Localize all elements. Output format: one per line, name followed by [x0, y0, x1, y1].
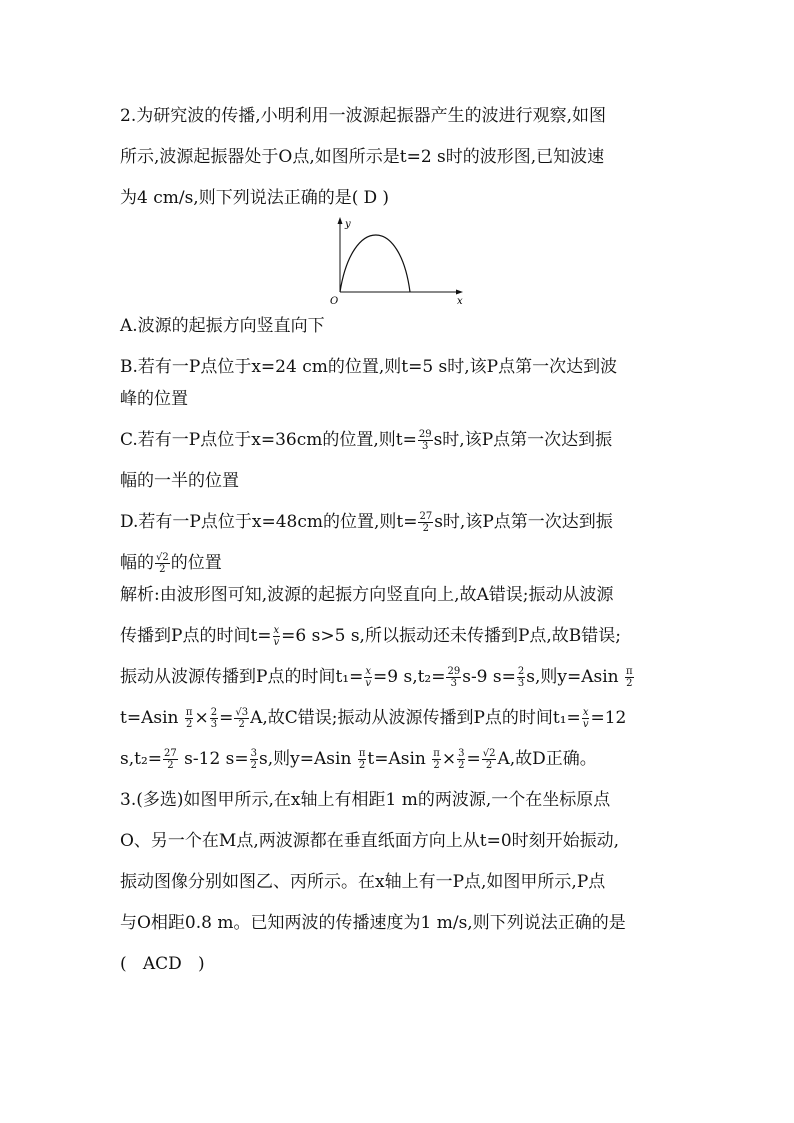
q2-option-c-line-1 [120, 424, 680, 456]
q3-line-4: 与O相距0.8 m。已知两波的传播速度为1 m/s,则下列说法正确的是 [120, 913, 626, 933]
q2-option-d-fraction: $\frac{27}{2}$ [419, 511, 433, 534]
q2-stem-line-2: 所示,波源起振器处于O点,如图所示是t=2 s时的波形图,已知波速 [120, 147, 605, 167]
q2-option-c-text: C.若有一P点位于x=36cm的位置,则t= [120, 430, 417, 450]
page [120, 100, 680, 980]
q2-option-b-line-2: 峰的位置 [120, 389, 188, 409]
solution-line-5: s,t₂= $\frac{27}{2}$ s-12 s= $\frac{3}{2}$ s,则y=Asin $\frac{\pi}{2}$ t=Asin $\frac{\pi}{2}$ × $\frac{3}{2}$ = $\frac{√2}{2}$ A,故D正确。 [120, 748, 597, 771]
q2-stem-line-3 [120, 182, 680, 214]
q2-option-c-text-2: s时,该P点第一次达到振 [433, 430, 613, 450]
q2-close-paren: ) [382, 188, 389, 208]
solution-line-1: 解析:由波形图可知,波源的起振方向竖直向上,故A错误;振动从波源 [120, 585, 614, 605]
solution-line-4: t=Asin $\frac{\pi}{2}$ × $\frac{2}{3}$ = $\frac{√3}{2}$ A,故C错误;振动从波源传播到P点的时间t₁= $\frac{x}{v}$ =12 [120, 707, 627, 730]
x-axis-label: x [457, 296, 463, 306]
q2-option-c-fraction: $\frac{29}{3}$ [418, 429, 432, 452]
q2-option-d-text-2: s时,该P点第一次达到振 [434, 512, 613, 532]
y-axis-arrow [338, 217, 343, 224]
frac-x-v: $\frac{x}{v}$ [273, 625, 280, 648]
q2-option-c-line-2: 幅的一半的位置 [120, 471, 239, 491]
q2-stem-text: 为4 cm/s,则下列说法正确的是( [120, 188, 359, 208]
q2-option-b-line-1: B.若有一P点位于x=24 cm的位置,则t=5 s时,该P点第一次达到波 [120, 357, 618, 377]
solution-line-2: 传播到P点的时间t= $\frac{x}{v}$ =6 s>5 s,所以振动还未传播到P点,故B错误; [120, 625, 622, 648]
q2-stem-line-1: 2.为研究波的传播,小明利用一波源起振器产生的波进行观察,如图 [120, 106, 607, 126]
q2-option-d-text-3: 幅的 [120, 553, 154, 573]
wave-figure [330, 216, 470, 306]
q2-option-d-line-2 [120, 547, 680, 579]
solution-line-3: 振动从波源传播到P点的时间t₁= $\frac{x}{v}$ =9 s,t₂= $\frac{29}{3}$ s-9 s= $\frac{2}{3}$ s,则y=Asin $\frac{\pi}{2}$ [120, 666, 633, 689]
origin-label: O [330, 296, 339, 306]
q3-line-3: 振动图像分别如图乙、丙所示。在x轴上有一P点,如图甲所示,P点 [120, 872, 606, 892]
y-axis-label: y [345, 219, 351, 230]
q2-option-a: A.波源的起振方向竖直向下 [120, 316, 325, 336]
q2-option-d-line-1 [120, 506, 680, 538]
q3-answer: ACD [142, 954, 182, 974]
q2-option-d-sqrt-fraction: $\frac{√2}{2}$ [156, 552, 169, 575]
q3-line-1: 3.(多选)如图甲所示,在x轴上有相距1 m的两波源,一个在坐标原点 [120, 790, 611, 810]
q2-option-d-text-4: 的位置 [170, 553, 222, 573]
x-axis-arrow [456, 290, 463, 295]
q2-answer: D [363, 188, 378, 208]
q3-answer-line: ( ACD ) [120, 954, 205, 974]
wave-curve [340, 235, 410, 292]
q2-option-d-text: D.若有一P点位于x=48cm的位置,则t= [120, 512, 418, 532]
q3-line-2: O、另一个在M点,两波源都在垂直纸面方向上从t=0时刻开始振动, [120, 831, 620, 851]
